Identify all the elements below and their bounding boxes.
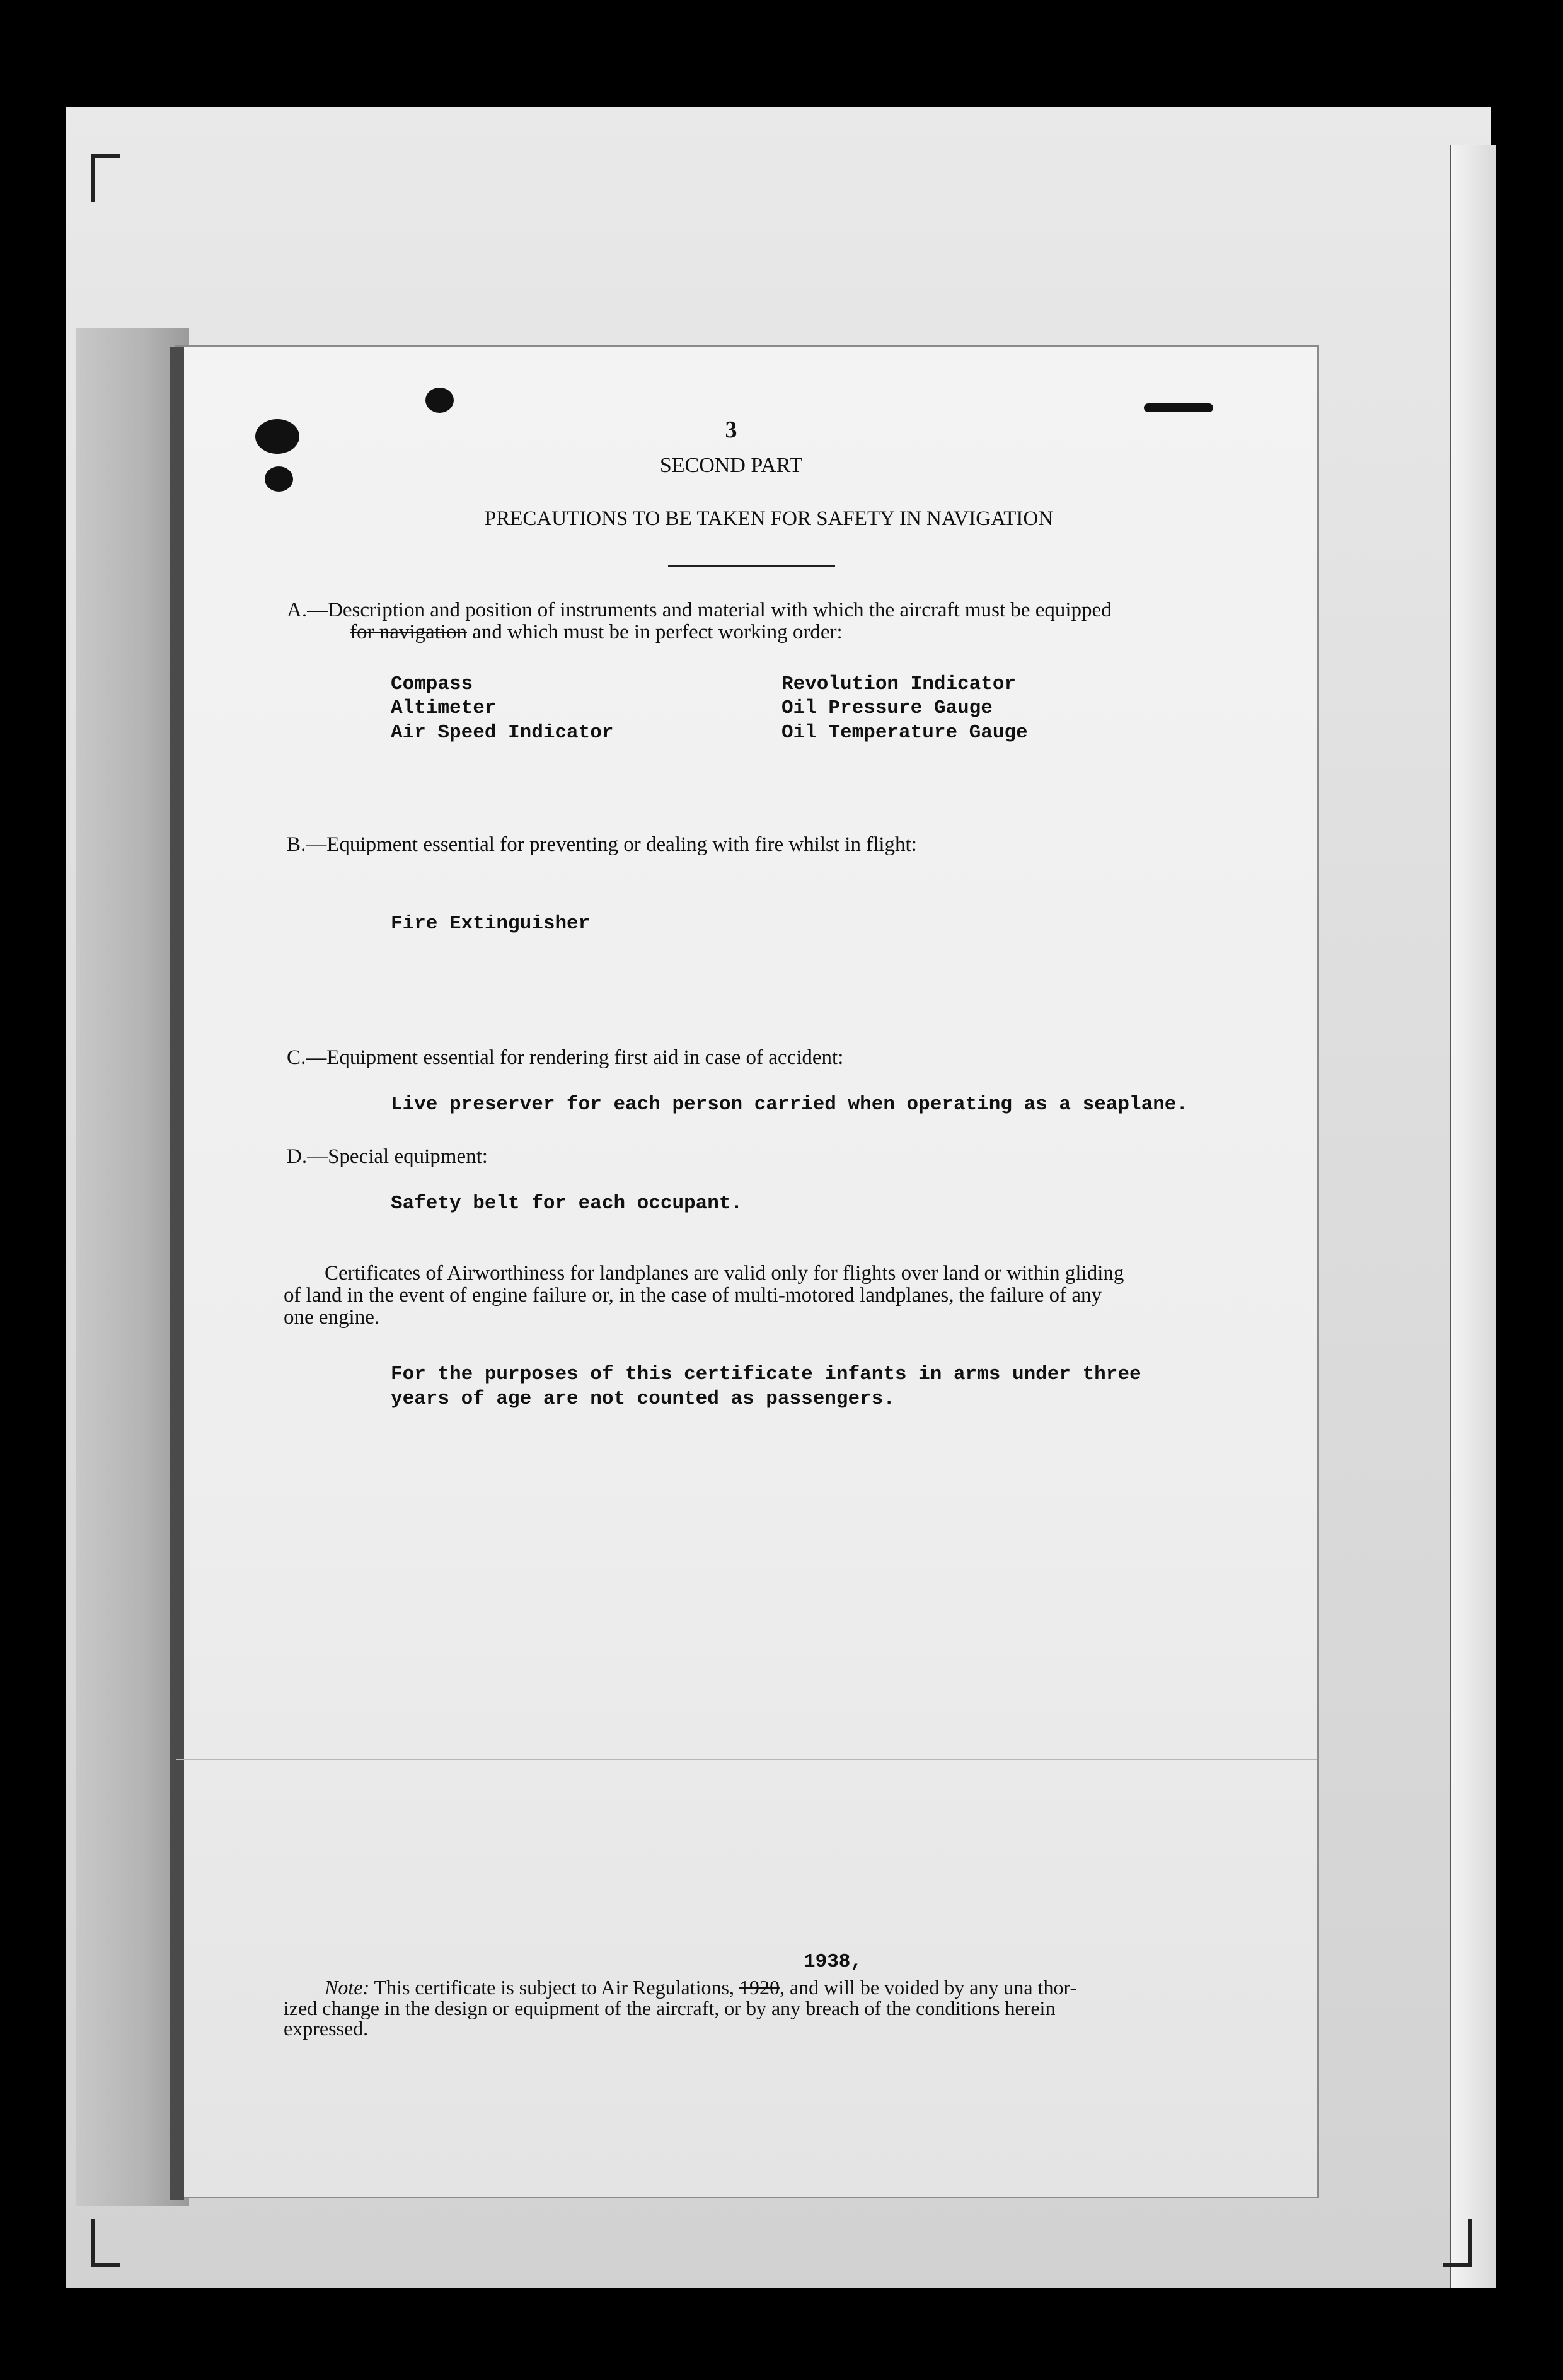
instrument-oil-pressure-gauge: Oil Pressure Gauge	[782, 697, 993, 719]
section-d-label: D.—Special equipment:	[287, 1145, 488, 1168]
infants-note-line-2: years of age are not counted as passengers.	[391, 1388, 895, 1410]
section-a-intro-cont	[350, 621, 843, 644]
page-number: 3	[725, 417, 737, 443]
right-edge-strip	[1450, 145, 1496, 2288]
airworthiness-line-3: one engine.	[284, 1306, 380, 1329]
airworthiness-line-2: of land in the event of engine failure or, in the case of multi-motored landplanes, the failure of any	[284, 1284, 1102, 1307]
page-fold-line	[176, 1759, 1317, 1760]
ink-blot	[265, 466, 293, 492]
instrument-revolution-indicator: Revolution Indicator	[782, 673, 1017, 695]
footer-note-line-2: ized change in the design or equipment of the aircraft, or by any breach of the conditions herein	[284, 1997, 1056, 2019]
crop-mark-bottom-right	[1443, 2219, 1472, 2267]
section-a-intro: A.—Description and position of instruments and material with which the aircraft must be equipped	[287, 599, 1112, 621]
page-heading: PRECAUTIONS TO BE TAKEN FOR SAFETY IN NAVIGATION	[484, 507, 1054, 530]
section-d-item: Safety belt for each occupant.	[391, 1193, 743, 1215]
infants-note-line-1: For the purposes of this certificate infants in arms under three	[391, 1363, 1141, 1385]
ink-blot	[1144, 403, 1213, 412]
ink-blot	[255, 419, 299, 454]
ink-blot	[425, 388, 454, 413]
footer-note-line-3: expressed.	[284, 2017, 369, 2040]
instrument-air-speed-indicator: Air Speed Indicator	[391, 722, 614, 744]
section-c-item: Live preserver for each person carried when operating as a seaplane.	[391, 1094, 1189, 1116]
binding-spine	[170, 347, 184, 2200]
crop-mark-bottom-left	[91, 2219, 120, 2267]
struck-text: for navigation	[350, 621, 468, 644]
instrument-altimeter: Altimeter	[391, 697, 497, 719]
instrument-oil-temperature-gauge: Oil Temperature Gauge	[782, 722, 1028, 744]
part-title: SECOND PART	[659, 454, 803, 477]
crop-mark-top-left	[91, 154, 120, 202]
struck-year: 1920	[739, 1976, 780, 1999]
footer-note-line-1a: This certificate is subject to Air Regulations,	[369, 1976, 739, 1999]
section-b-label: B.—Equipment essential for preventing or dealing with fire whilst in flight:	[287, 833, 917, 856]
section-c-label: C.—Equipment essential for rendering first aid in case of accident:	[287, 1046, 844, 1069]
footer-note-line-1b: , and will be voided by any una thor-	[779, 1976, 1077, 1999]
airworthiness-line-1: Certificates of Airworthiness for landplanes are valid only for flights over land or within gliding	[325, 1262, 1124, 1285]
section-b-item: Fire Extinguisher	[391, 913, 591, 935]
note-label: Note:	[325, 1976, 370, 1999]
footer-note-line-1	[325, 1976, 1076, 1999]
inserted-year: 1938,	[804, 1951, 863, 1973]
heading-rule	[668, 565, 835, 567]
section-a-intro-rest: and which must be in perfect working order:	[467, 621, 843, 644]
instrument-compass: Compass	[391, 673, 473, 695]
